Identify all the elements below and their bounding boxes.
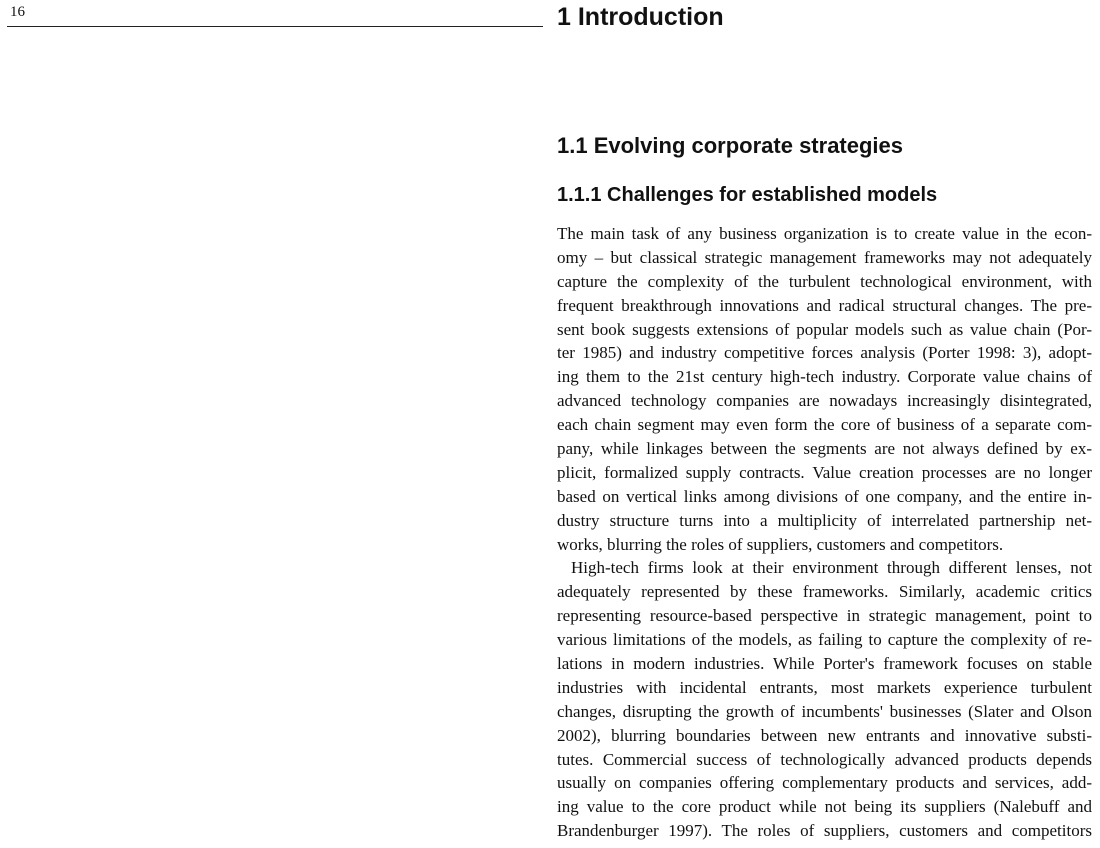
subsection-title: 1.1.1 Challenges for established models xyxy=(557,184,938,206)
text-line: sent book suggests extensions of popular models such as value chain (Por- xyxy=(557,319,1092,339)
text-line: High-tech firms look at their environment through different lenses, not xyxy=(571,558,1092,578)
text-line: ing them to the 21st century high-tech industry. Corporate value chains of xyxy=(557,367,1092,387)
text-line: dustry structure turns into a multiplicity of interrelated partnership net- xyxy=(557,510,1092,530)
page-number: 16 xyxy=(10,4,25,20)
text-line: The main task of any business organization is to create value in the econ- xyxy=(557,224,1092,243)
text-line: pany, while linkages between the segments are not always defined by ex- xyxy=(557,439,1092,459)
text-line: ter 1985) and industry competitive forces analysis (Porter 1998: 3), adopt- xyxy=(557,343,1092,363)
text-line: industries with incidental entrants, most markets experience turbulent xyxy=(557,677,1092,697)
chapter-title: 1 Introduction xyxy=(557,3,724,31)
text-line: works, blurring the roles of suppliers, customers and competitors. xyxy=(557,534,1004,554)
text-line: frequent breakthrough innovations and radical structural changes. The pre- xyxy=(557,295,1092,315)
text-line: various limitations of the models, as failing to capture the complexity of re- xyxy=(557,630,1092,650)
text-line: capture the complexity of the turbulent technological environment, with xyxy=(557,271,1092,291)
header-rule xyxy=(7,26,543,27)
text-line: representing resource-based perspective in strategic management, point to xyxy=(557,606,1092,626)
section-title: 1.1 Evolving corporate strategies xyxy=(557,133,904,158)
text-line: advanced technology companies are nowadays increasingly disintegrated, xyxy=(557,391,1092,411)
text-line: based on vertical links among divisions of one company, and the entire in- xyxy=(557,486,1092,506)
text-line: tutes. Commercial success of technologically advanced products depends xyxy=(557,749,1092,769)
text-line: ing value to the core product while not being its suppliers (Nalebuff and xyxy=(557,797,1092,817)
text-line: usually on companies offering complementary products and services, add- xyxy=(557,773,1092,793)
paragraph-2 xyxy=(557,556,1092,843)
text-line: plicit, formalized supply contracts. Value creation processes are no longer xyxy=(557,462,1092,482)
text-line: omy – but classical strategic management frameworks may not adequately xyxy=(557,247,1092,267)
text-line: adequately represented by these frameworks. Similarly, academic critics xyxy=(557,582,1092,602)
paragraph-1 xyxy=(557,222,1092,556)
text-line: Brandenburger 1997). The roles of suppliers, customers and competitors xyxy=(557,821,1092,841)
body-text xyxy=(557,222,1092,843)
text-line: changes, disrupting the growth of incumbents' businesses (Slater and Olson xyxy=(557,701,1092,721)
text-line: 2002), blurring boundaries between new entrants and innovative substi- xyxy=(557,725,1092,745)
text-line: each chain segment may even form the core of business of a separate com- xyxy=(557,415,1092,435)
text-line: lations in modern industries. While Porter's framework focuses on stable xyxy=(557,654,1092,674)
